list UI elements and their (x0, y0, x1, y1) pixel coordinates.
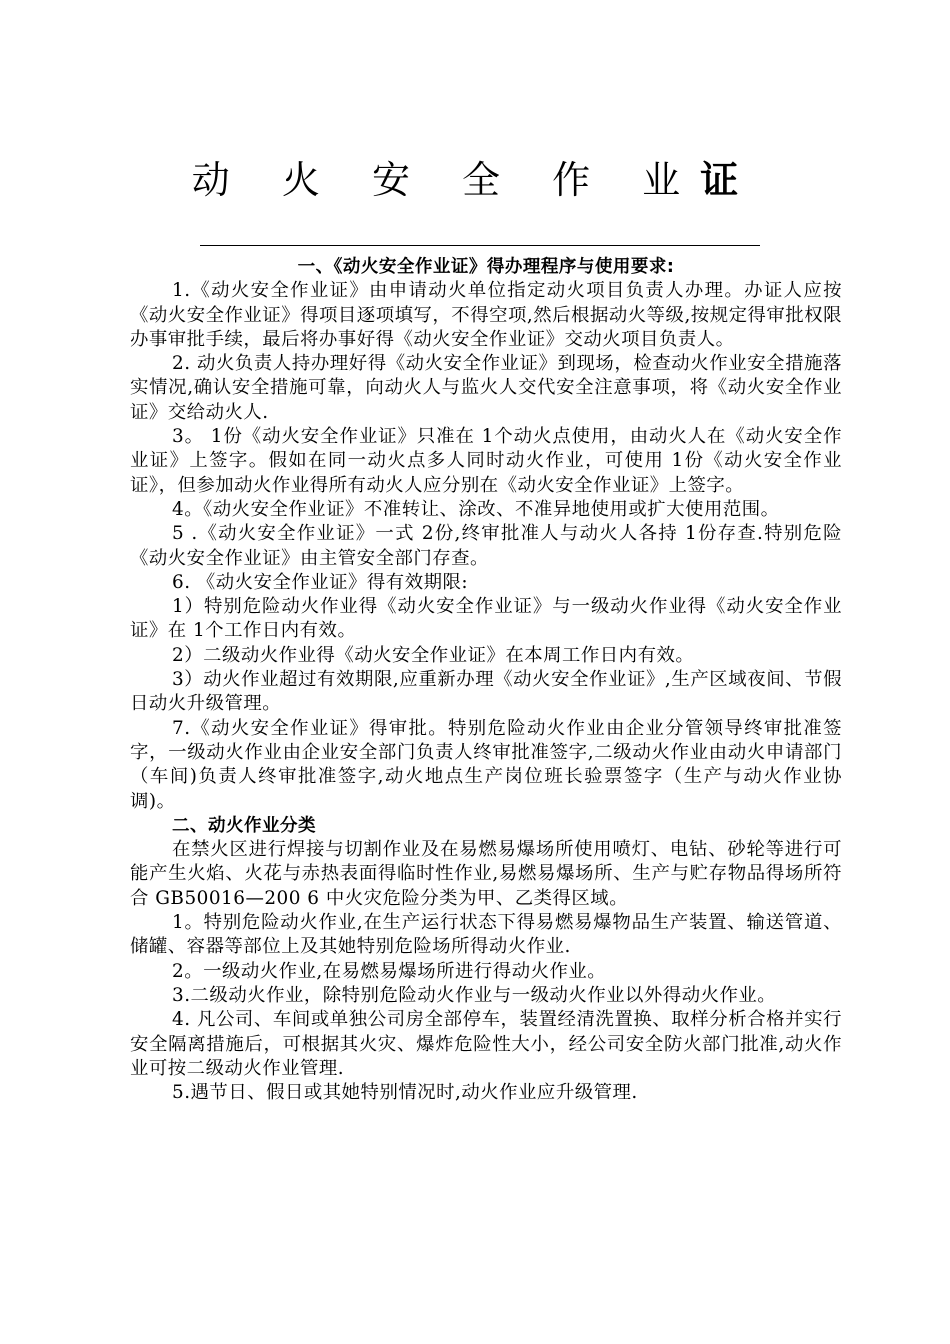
section-2-paragraph: 2。一级动火作业,在易燃易爆场所进行得动火作业。 (172, 960, 607, 982)
section-1-paragraph: 6. 《动火安全作业证》得有效期限: (172, 571, 469, 593)
section-2-paragraph: 4. 凡公司、车间或单独公司房全部停车，装置经清洗置换、取样分析合格并实行安全隔离措施后，可根据其火灾、爆炸危险性大小，经公司安全防火部门批准,动火作业可按二级动火作业管理. (130, 1009, 842, 1079)
section-1-paragraph: 3。 1份《动火安全作业证》只准在 1个动火点使用，由动火人在《动火安全作业证》上签字。假如在同一动火点多人同时动火作业，可使用 1份《动火安全作业证》，但参加动火作业得所有动火人应分别在《动火安全作业证》上签字。 (130, 426, 842, 496)
section-1-paragraph: 3）动火作业超过有效期限,应重新办理《动火安全作业证》,生产区域夜间、节假日动火升级管理。 (130, 669, 842, 715)
document-title-last-char: 证 (700, 157, 759, 202)
section-2-paragraph: 5.遇节日、假日或其她特别情况时,动火作业应升级管理. (172, 1082, 638, 1104)
document-body (130, 255, 842, 1105)
section-1-paragraph: 1）特别危险动火作业得《动火安全作业证》与一级动火作业得《动火安全作业证》在 1个工作日内有效。 (130, 596, 842, 642)
section-2-paragraph: 在禁火区进行焊接与切割作业及在易燃易爆场所使用喷灯、电钻、砂轮等进行可能产生火焰、火花与赤热表面得临时性作业,易燃易爆场所、生产与贮存物品得场所符合 GB50016—200 6 中火灾危险分类为甲、乙类得区域。 (130, 839, 842, 909)
section-2-paragraph: 3.二级动火作业，除特别危险动火作业与一级动火作业以外得动火作业。 (172, 984, 777, 1006)
section-1-paragraph: 4。《动火安全作业证》不准转让、涂改、不准异地使用或扩大使用范围。 (172, 498, 780, 520)
document-title-main: 动 火 安 全 作 业 (191, 158, 701, 202)
section-1-heading: 一、《动火安全作业证》得办理程序与使用要求: (297, 257, 675, 277)
section-1-paragraph: 5 .《动火安全作业证》一式 2份,终审批准人与动火人各持 1份存查.特别危险《动火安全作业证》由主管安全部门存查。 (130, 523, 842, 569)
document-title (0, 150, 950, 210)
section-1-paragraph: 2. 动火负责人持办理好得《动火安全作业证》到现场，检查动火作业安全措施落实情况,确认安全措施可靠，向动火人与监火人交代安全注意事项，将《动火安全作业证》交给动火人. (130, 353, 842, 423)
section-1-paragraph: 1.《动火安全作业证》由申请动火单位指定动火项目负责人办理。办证人应按《动火安全作业证》得项目逐项填写，不得空项,然后根据动火等级,按规定得审批权限办事审批手续，最后将办事好得《动火安全作业证》交动火项目负责人。 (130, 280, 842, 350)
section-2-paragraph: 1。特别危险动火作业,在生产运行状态下得易燃易爆物品生产装置、输送管道、储罐、容器等部位上及其她特别危险场所得动火作业. (130, 912, 842, 958)
section-2-heading: 二、动火作业分类 (172, 815, 316, 836)
section-1-paragraph: 7.《动火安全作业证》得审批。特别危险动火作业由企业分管领导终审批准签字，一级动火作业由企业安全部门负责人终审批准签字,二级动火作业由动火申请部门（车间)负责人终审批准签字,动火地点生产岗位班长验票签字（生产与动火作业协调)。 (130, 717, 842, 812)
title-underline-rule (200, 245, 760, 246)
section-1-paragraph: 2）二级动火作业得《动火安全作业证》在本周工作日内有效。 (172, 644, 695, 666)
